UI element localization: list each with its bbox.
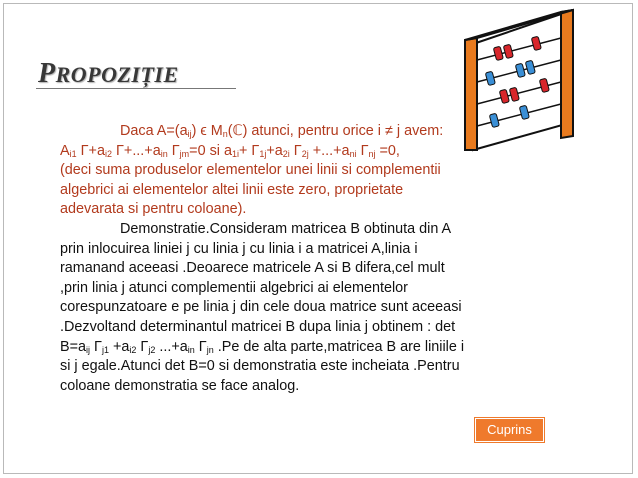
proof-line: prin inlocuirea liniei j cu linia j cu linia i a matricei A,linia i [60, 240, 418, 257]
statement-formula: $A_{i1}$ $\Gamma+a_{i2}$ $\Gamma+...+a_{in}$ $\Gamma_{jm}=0$ si $a_{1i}+ \Gamma_{1j}+a_{2i}$ $\Gamma_{2j} +...+a_{ni}$ $\Gamma_{nj} =0$, [60, 142, 400, 159]
proof-line: ramanand aceeasi .Deoarece matricele A si B difera,cel mult [60, 260, 445, 277]
note-line: adevarata si pentru coloane). [60, 201, 247, 218]
statement-line: Daca $A=(a_{ij})$ ϵ $M_n(ℂ)$ atunci, pentru orice i ≠ j avem: [120, 123, 444, 139]
proof-line: .Dezvoltand determinantul matricei B dupa linia j obtinem : det [60, 318, 456, 335]
slide-body [60, 122, 520, 396]
proof-line: Demonstratie.Consideram matricea B obtinuta din A [120, 220, 452, 237]
note-line: algebrici ai elementelor altei linii este zero, proprietate [60, 181, 404, 198]
title-underline [36, 88, 236, 89]
page-title: PROPOZIȚIE [38, 58, 179, 89]
note-line: (deci suma produselor elementelor unei linii si complementii [60, 162, 441, 179]
proof-line: ,prin linia j atunci complementii algebrici ai elementelor [60, 279, 408, 296]
proof-line: si j egale.Atunci det B=0 si demonstratia este incheiata .Pentru [60, 358, 460, 375]
proof-formula: $B=a_{ij}$ $\Gamma_{j1} +a_{i2}$ $\Gamma_{j2}$ $...+a_{in}$ $\Gamma_{jn}$ .Pe de alta parte,matricea B are liniile i [60, 338, 465, 355]
proof-line: coloane demonstratia se face analog. [60, 377, 300, 394]
cuprins-button[interactable]: Cuprins [475, 418, 544, 442]
proof-line: corespunzatoare e pe linia j din cele doua matrice sunt aceeasi [60, 299, 462, 316]
